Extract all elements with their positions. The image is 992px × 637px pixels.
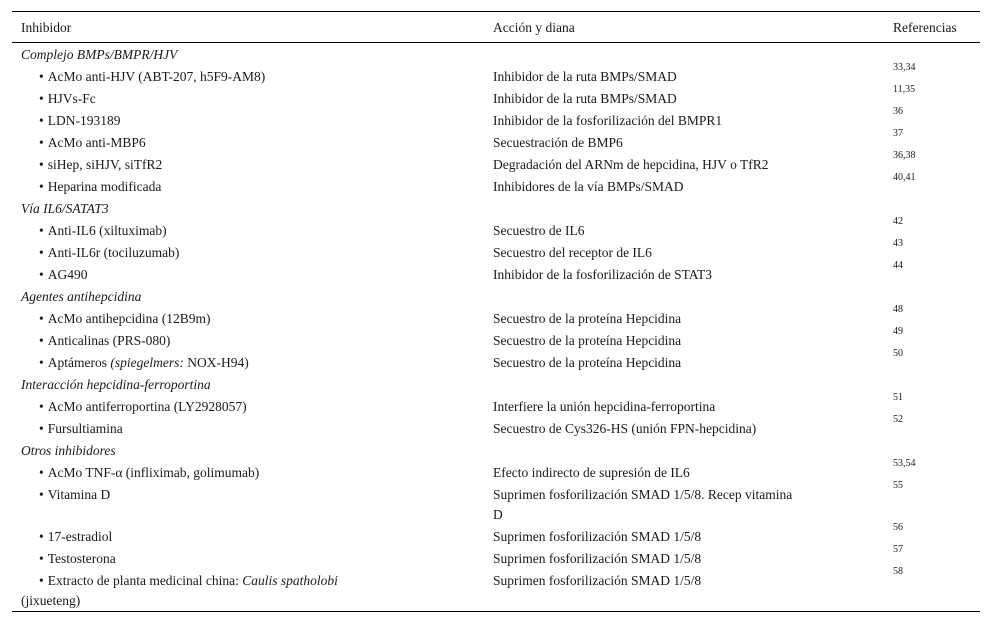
table-row: • AcMo anti-HJV (ABT-207, h5F9-AM8) Inhibidor de la ruta BMPs/SMAD 33,34 bbox=[39, 62, 916, 84]
table-row: • Fursultiamina Secuestro de Cys326-HS (unión FPN-hepcidina) 52 bbox=[39, 414, 903, 436]
table-row: • AG490 Inhibidor de la fosforilización de STAT3 44 bbox=[39, 260, 903, 282]
table-row: • Aptámeros (spiegelmers: NOX-H94) Secuestro de la proteína Hepcidina 50 bbox=[39, 348, 903, 370]
section-title: Vía IL6/SATAT3 bbox=[21, 201, 109, 216]
table-header bbox=[12, 12, 980, 43]
table-row: • Anti-IL6r (tociluzumab) Secuestro del receptor de IL6 43 bbox=[39, 238, 903, 260]
header-refs: Referencias bbox=[893, 20, 957, 35]
table-row: • Vitamina D Suprimen fosforilización SMAD 1/5/8. Recep vitamina D 55 bbox=[39, 480, 903, 522]
table-row: • HJVs-Fc Inhibidor de la ruta BMPs/SMAD 11,35 bbox=[39, 84, 916, 106]
table-row: • 17-estradiol Suprimen fosforilización SMAD 1/5/8 56 bbox=[39, 522, 903, 544]
table-row: • Testosterona Suprimen fosforilización SMAD 1/5/8 57 bbox=[39, 544, 903, 566]
header-action: Acción y diana bbox=[493, 20, 575, 35]
table-row: • AcMo antiferroportina (LY2928057) Interfiere la unión hepcidina-ferroportina 51 bbox=[39, 392, 903, 414]
inhibitors-table bbox=[12, 11, 980, 612]
section-title: Agentes antihepcidina bbox=[21, 289, 142, 304]
header-inhibitor: Inhibidor bbox=[21, 20, 72, 35]
table-row: • LDN-193189 Inhibidor de la fosforilización del BMPR1 36 bbox=[39, 106, 903, 128]
section-title: Interacción hepcidina-ferroportina bbox=[21, 377, 211, 392]
section-title: Complejo BMPs/BMPR/HJV bbox=[21, 47, 178, 62]
table-row: • AcMo anti-MBP6 Secuestración de BMP6 37 bbox=[39, 128, 903, 150]
table-row: • Anti-IL6 (xiltuximab) Secuestro de IL6 42 bbox=[39, 216, 903, 238]
table-row: • Extracto de planta medicinal china: Caulis spatholobi (jixueteng) Suprimen fosforilización SMAD 1/5/8 58 bbox=[21, 566, 903, 608]
table-row: • Anticalinas (PRS-080) Secuestro de la proteína Hepcidina 49 bbox=[39, 326, 903, 348]
table-row: • Heparina modificada Inhibidores de la vía BMPs/SMAD 40,41 bbox=[39, 172, 916, 194]
section-title: Otros inhibidores bbox=[21, 443, 116, 458]
table-row: • AcMo antihepcidina (12B9m) Secuestro de la proteína Hepcidina 48 bbox=[39, 304, 903, 326]
table-row: • siHep, siHJV, siTfR2 Degradación del ARNm de hepcidina, HJV o TfR2 36,38 bbox=[39, 150, 916, 172]
table-row: • AcMo TNF-α (infliximab, golimumab) Efecto indirecto de supresión de IL6 53,54 bbox=[39, 458, 916, 480]
